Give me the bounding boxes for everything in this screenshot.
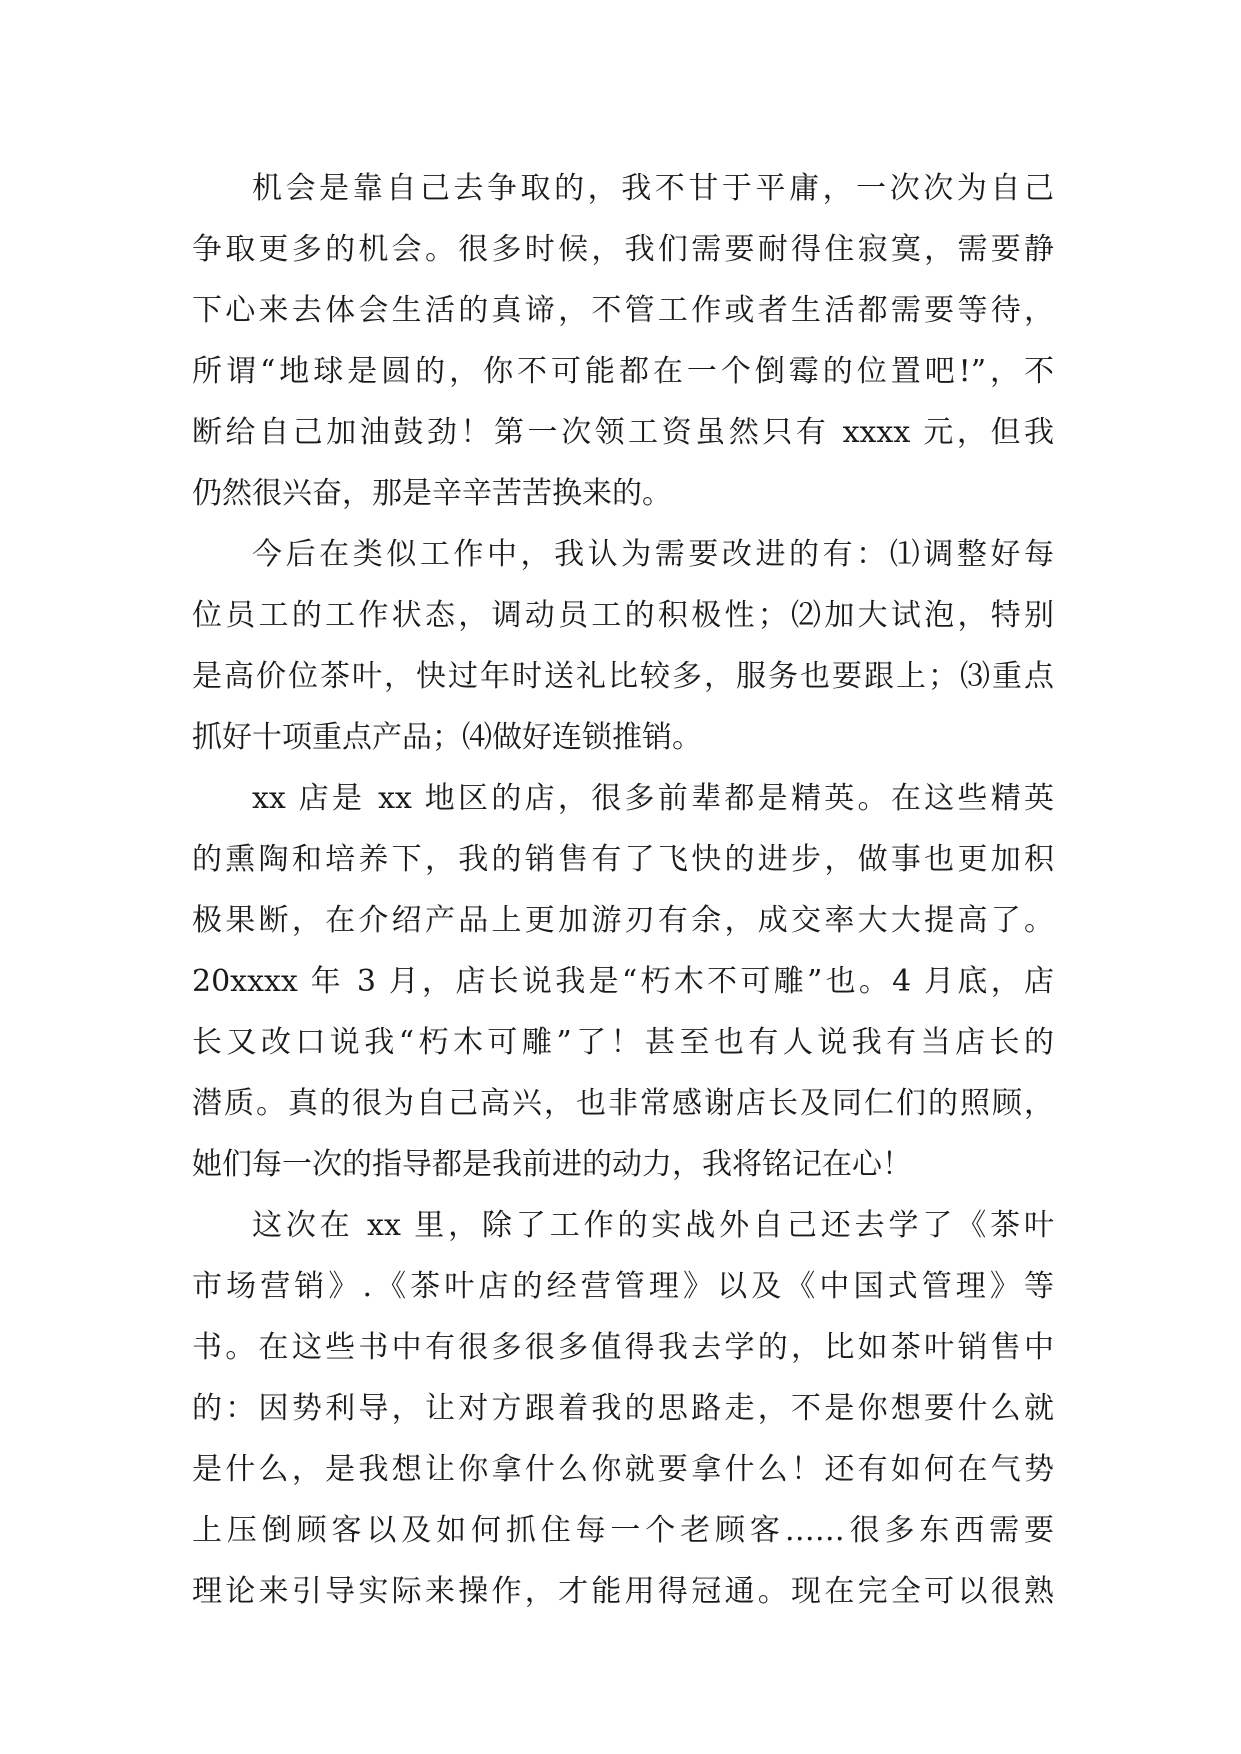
text-line: 争取更多的机会。很多时候，我们需要耐得住寂寞，需要静	[192, 232, 1054, 267]
text-line: 今后在类似工作中，我认为需要改进的有：⑴调整好每	[252, 537, 1054, 572]
text-line: 机会是靠自己去争取的，我不甘于平庸，一次次为自己	[252, 171, 1054, 206]
text-line: 书。在这些书中有很多很多值得我去学的，比如茶叶销售中	[192, 1330, 1054, 1365]
text-line: 上压倒顾客以及如何抓住每一个老顾客……很多东西需要	[192, 1513, 1054, 1548]
text-line: 理论来引导实际来操作，才能用得冠通。现在完全可以很熟	[192, 1574, 1054, 1609]
text-line: 极果断，在介绍产品上更加游刃有余，成交率大大提高了。	[192, 903, 1054, 938]
text-line: 仍然很兴奋，那是辛辛苦苦换来的。	[192, 476, 672, 511]
text-line: xx 店是 xx 地区的店，很多前辈都是精英。在这些精英	[252, 781, 1054, 816]
text-line: 市场营销》.《茶叶店的经营管理》以及《中国式管理》等	[192, 1269, 1054, 1304]
text-line: 潜质。真的很为自己高兴，也非常感谢店长及同仁们的照顾，	[192, 1086, 1054, 1121]
text-line: 20xxxx 年 3 月，店长说我是“朽木不可雕”也。4 月底，店	[192, 964, 1054, 999]
text-line: 的：因势利导，让对方跟着我的思路走，不是你想要什么就	[192, 1391, 1054, 1426]
text-line: 的熏陶和培养下，我的销售有了飞快的进步，做事也更加积	[192, 842, 1054, 877]
text-line: 所谓“地球是圆的，你不可能都在一个倒霉的位置吧!”，不	[192, 354, 1054, 389]
text-line: 是高价位茶叶，快过年时送礼比较多，服务也要跟上；⑶重点	[192, 659, 1054, 694]
text-line: 这次在 xx 里，除了工作的实战外自己还去学了《茶叶	[252, 1208, 1054, 1243]
body-text	[192, 158, 1054, 1622]
text-line: 她们每一次的指导都是我前进的动力，我将铭记在心！	[192, 1147, 912, 1182]
text-line: 是什么，是我想让你拿什么你就要拿什么！还有如何在气势	[192, 1452, 1054, 1487]
text-line: 断给自己加油鼓劲！第一次领工资虽然只有 xxxx 元，但我	[192, 415, 1054, 450]
text-line: 长又改口说我“朽木可雕”了！甚至也有人说我有当店长的	[192, 1025, 1054, 1060]
text-line: 下心来去体会生活的真谛，不管工作或者生活都需要等待，	[192, 293, 1054, 328]
text-line: 位员工的工作状态，调动员工的积极性；⑵加大试泡，特别	[192, 598, 1054, 633]
text-line: 抓好十项重点产品；⑷做好连锁推销。	[192, 720, 702, 755]
